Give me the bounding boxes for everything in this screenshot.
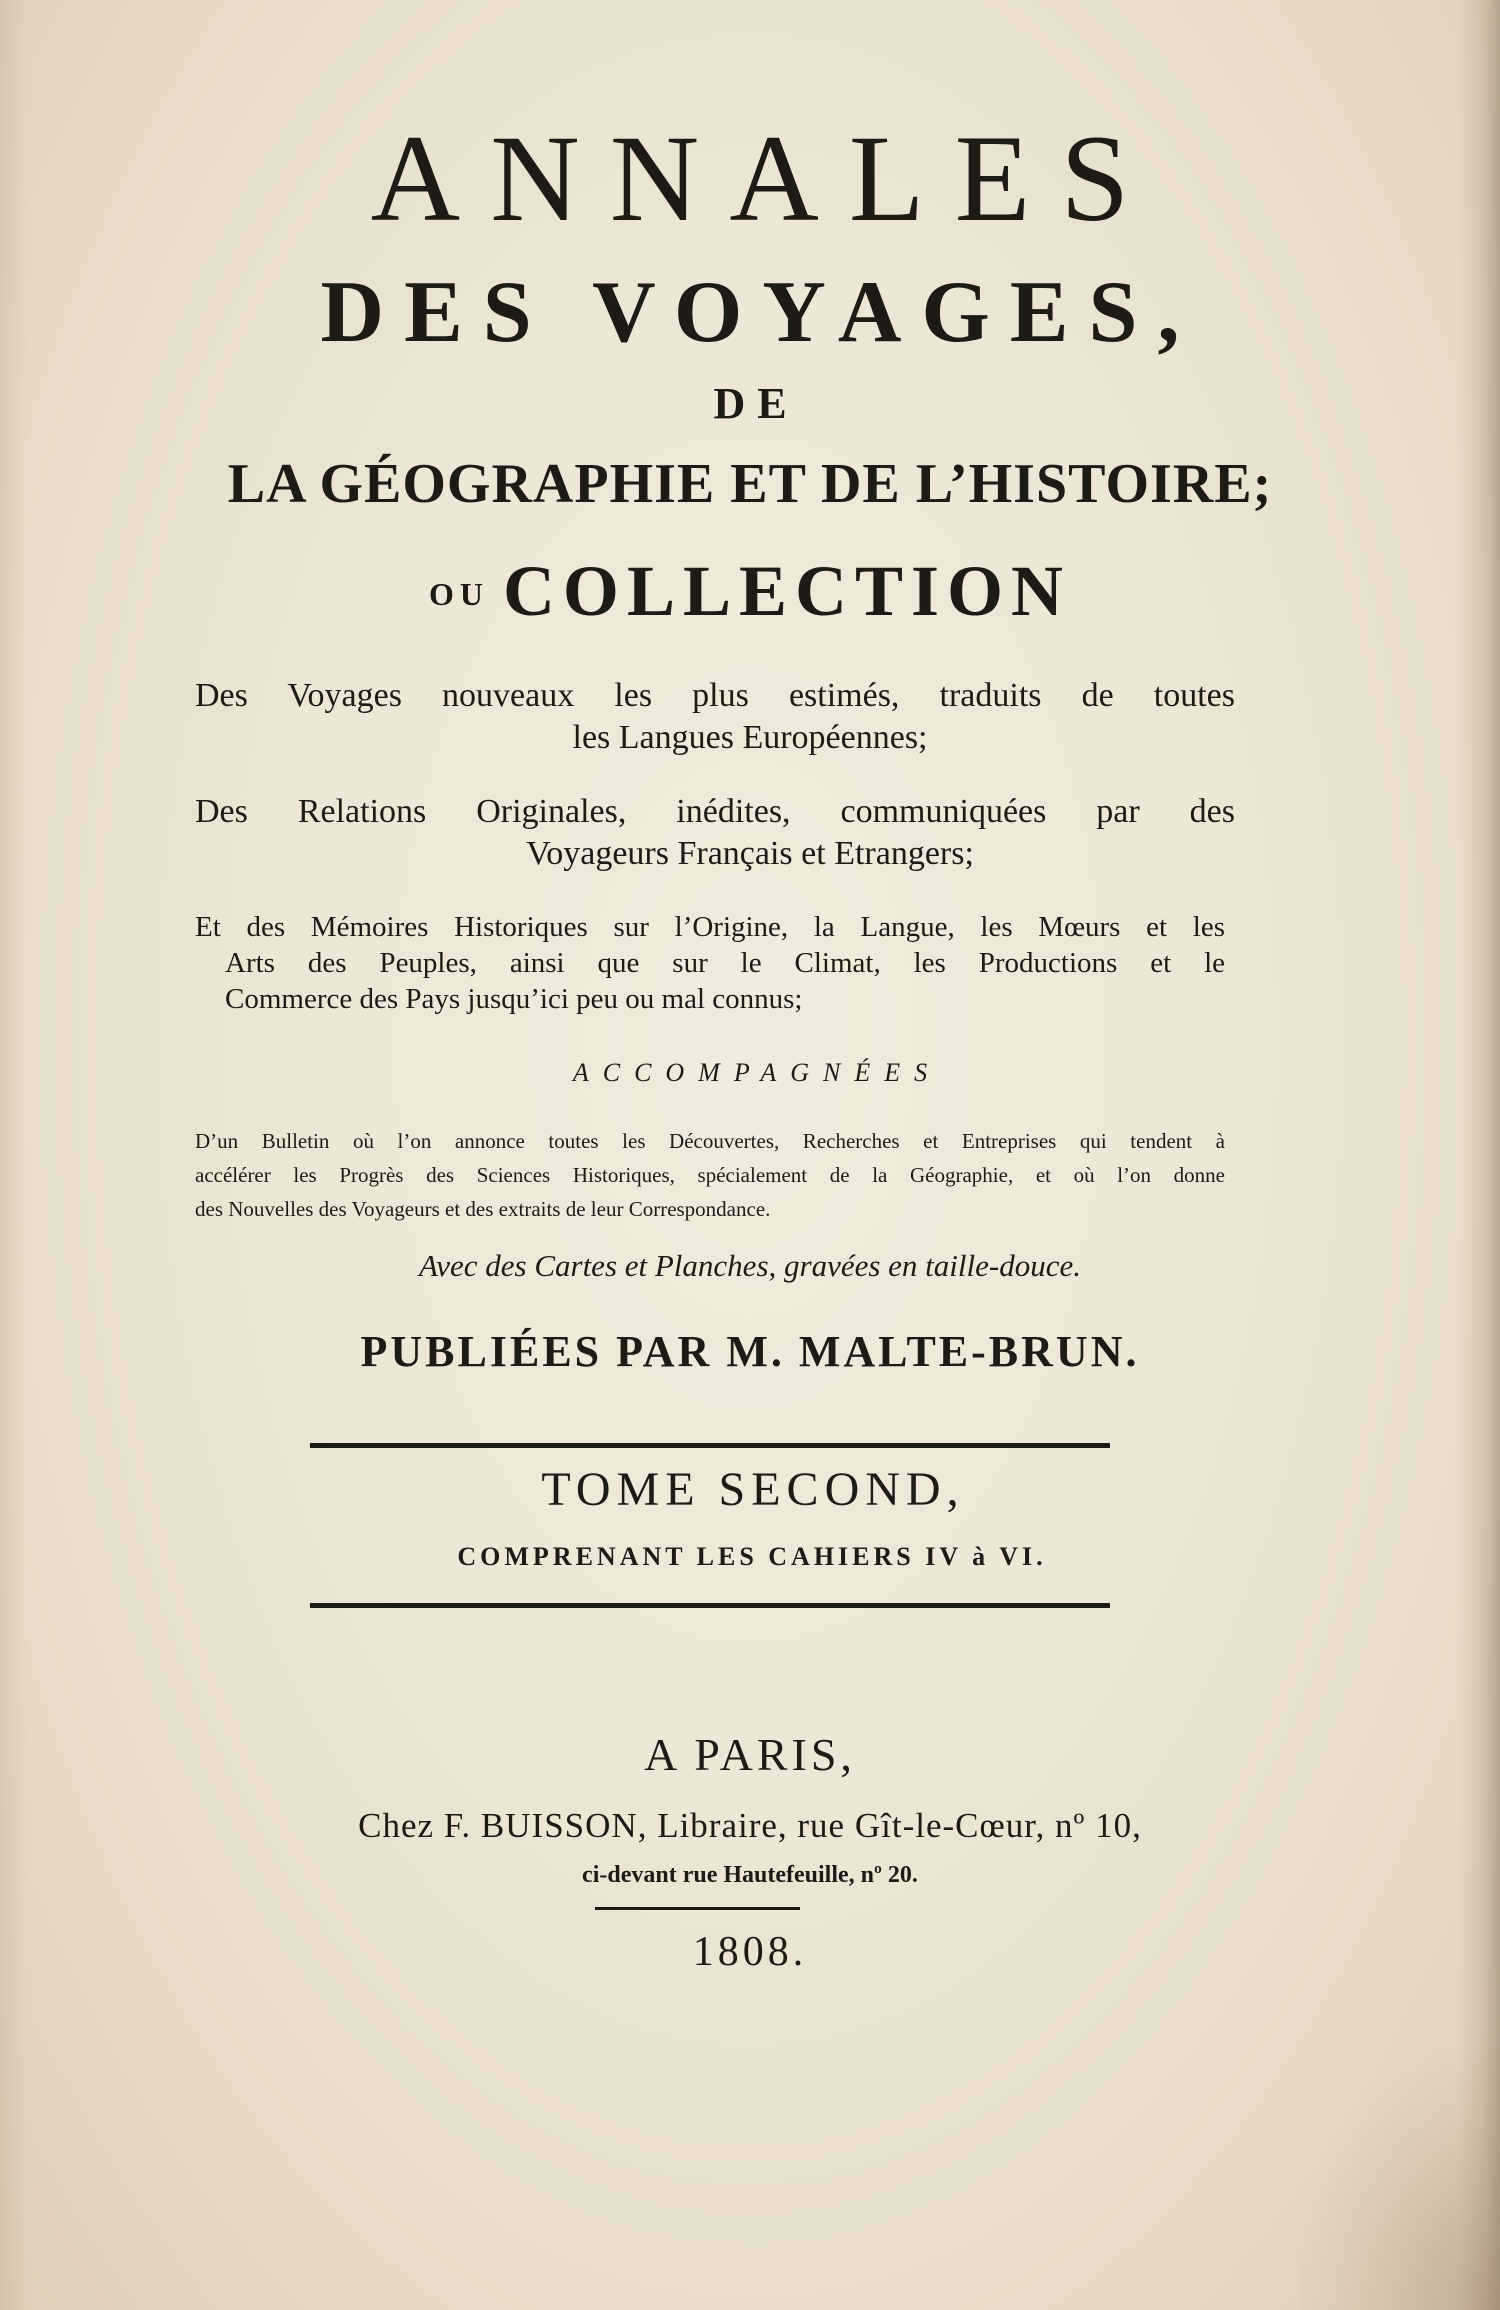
imprint-bookseller: Chez F. BUISSON, Libraire, rue Gît-le-Cœur, nº 10, [358, 1806, 1142, 1845]
title-collection: COLLECTION [502, 551, 1072, 631]
cartes-planches-line: Avec des Cartes et Planches, gravées en taille-douce. [419, 1248, 1081, 1283]
rule-top [310, 1443, 1110, 1448]
desc-para3-line1: Et des Mémoires Historiques sur l’Origine, la Langue, les Mœurs et les [195, 911, 1225, 943]
accompagnees-heading: ACCOMPAGNÉES [572, 1058, 942, 1087]
desc-para2-line2: Voyageurs Français et Etrangers; [526, 835, 974, 872]
imprint-year: 1808. [692, 1929, 808, 1975]
corner-stain [1300, 2050, 1500, 2310]
desc-para1-line2: les Langues Européennes; [572, 719, 928, 756]
imprint-former-address: ci-devant rue Hautefeuille, nº 20. [582, 1862, 918, 1888]
desc-para3-line3: Commerce des Pays jusqu’ici peu ou mal connus; [225, 983, 803, 1015]
rule-imprint [595, 1907, 800, 1910]
title-collection-line [0, 550, 1500, 633]
desc-para1-line1: Des Voyages nouveaux les plus estimés, traduits de toutes [195, 677, 1235, 714]
desc-para2-line1: Des Relations Originales, inédites, communiquées par des [195, 793, 1235, 830]
tome-second: TOME SECOND, [541, 1463, 965, 1516]
desc-para3-line2: Arts des Peuples, ainsi que sur le Climat, les Productions et le [225, 947, 1225, 979]
rule-bottom [310, 1603, 1110, 1608]
bulletin-line2: accélérer les Progrès des Sciences Historiques, spécialement de la Géographie, et où l’on donne [195, 1163, 1225, 1187]
comprenant-cahiers: COMPRENANT LES CAHIERS IV à VI. [457, 1542, 1047, 1571]
bulletin-line1: D’un Bulletin où l’on annonce toutes les Découvertes, Recherches et Entreprises qui tendent à [195, 1129, 1225, 1153]
title-ou: OU [428, 576, 489, 612]
imprint-city: A PARIS, [644, 1729, 856, 1780]
title-annales: ANNALES [370, 110, 1160, 247]
publisher-line: PUBLIÉES PAR M. MALTE-BRUN. [360, 1327, 1140, 1376]
title-des-voyages: DES VOYAGES, [320, 264, 1200, 361]
bulletin-line3: des Nouvelles des Voyageurs et des extraits de leur Correspondance. [195, 1197, 771, 1221]
title-de: DE [713, 379, 799, 428]
title-geographie: LA GÉOGRAPHIE ET DE L’HISTOIRE; [227, 453, 1273, 515]
